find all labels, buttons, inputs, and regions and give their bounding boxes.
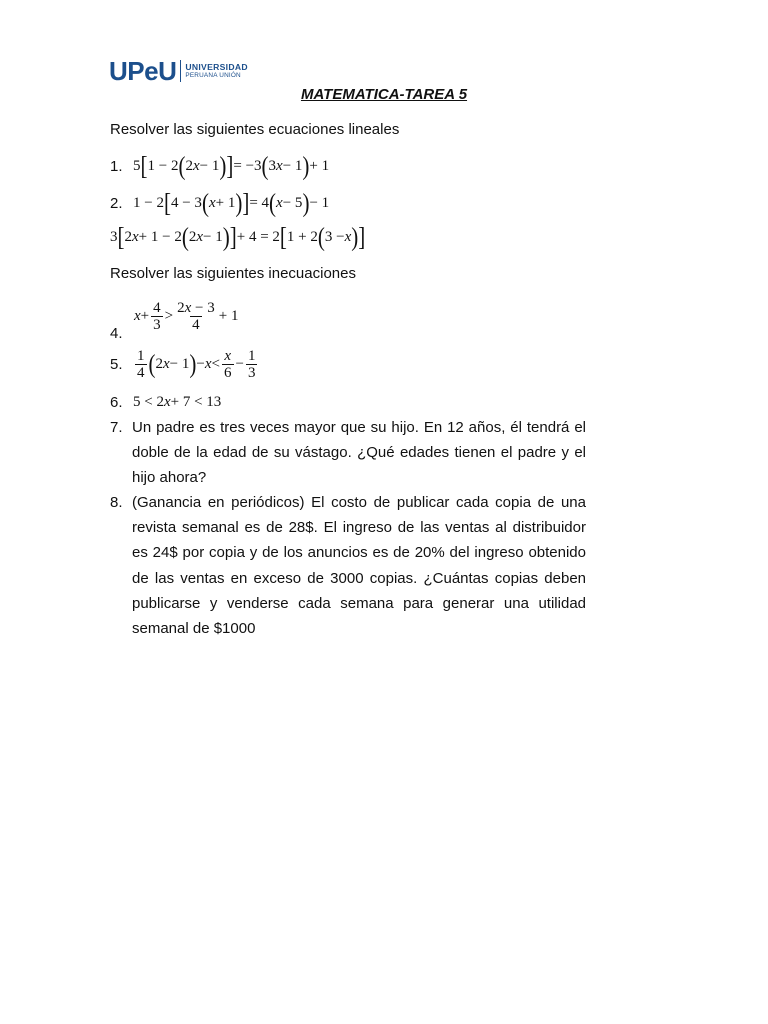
fraction: $\frac{1}{4}$ — [137, 348, 145, 381]
section-heading-inequalities: Resolver las siguientes inecuaciones — [110, 265, 356, 282]
item-number: 6. — [110, 394, 123, 411]
fraction: $\frac{1}{3}$ — [247, 348, 256, 381]
fraction: $\frac{x}{6}$ — [224, 348, 232, 381]
equation-expression: 5 [ 1 − 2 ( 2 x − 1 ) ] = −3 ( 3 x − 1 ) + 1 — [133, 150, 330, 181]
logo-line1: UNIVERSIDAD — [185, 62, 248, 72]
document-title: MATEMATICA-TAREA 5 — [300, 86, 468, 103]
equation-expression: 3 [ 2 x + 1 − 2 ( 2 x − 1 ) ] + 4 = 2 [ 1 + 2 ( 3 − x ) ] — [110, 221, 366, 252]
item-number: 5. — [110, 356, 123, 373]
section-heading-equations: Resolver las siguientes ecuaciones lineales — [110, 121, 400, 138]
equation-1 — [110, 150, 330, 181]
item-4-number: 4. — [110, 325, 123, 342]
equation-expression: x + $\frac{4}{3}$ > $\frac{2x - 3}{4}$ + 1 — [134, 300, 239, 333]
problem-text: Un padre es tres veces mayor que su hijo. En 12 años, él tendrá el doble de la edad de su vástago. ¿Qué edades tienen el padre y el hijo ahora? — [132, 419, 586, 487]
logo-line2: PERUANA UNIÓN — [185, 71, 241, 79]
inequality-5 — [110, 348, 259, 381]
item-number: 1. — [110, 158, 123, 175]
logo-subtitle — [185, 63, 248, 79]
inequality-6 — [110, 394, 221, 411]
fraction: $\frac{2x - 3}{4}$ — [177, 300, 215, 333]
problem-7 — [110, 415, 586, 491]
equation-expression: 5 < 2 x + 7 < 13 — [133, 394, 222, 410]
item-number: 8. — [110, 494, 123, 511]
equation-2 — [110, 187, 330, 218]
logo-brand: UPeU — [109, 56, 177, 86]
problem-8 — [110, 490, 586, 641]
item-number: 2. — [110, 195, 123, 212]
problem-text: (Ganancia en periódicos) El costo de publicar cada copia de una revista semanal es de 28$. El ingreso de las ventas al distribuidor es 24$ por copia y de los anuncios es de 20% del ingreso obtenido de las ventas en exceso de 3000 copias. ¿Cuántas copias deben publicarse y venderse cada semana para generar una utilidad semanal de $1000 — [132, 494, 586, 638]
fraction: $\frac{4}{3}$ — [153, 300, 161, 333]
equation-3 — [110, 221, 366, 252]
inequality-4 — [134, 300, 238, 333]
logo-divider — [180, 60, 181, 82]
equation-expression: $\frac{1}{4}$ ( 2 x − 1 ) − x < $\frac{x}{6}$ − $\frac{1}{3}$ — [137, 348, 256, 381]
equation-expression: 1 − 2 [ 4 − 3 ( x + 1 ) ] = 4 ( x − 5 ) − 1 — [133, 187, 330, 218]
university-logo — [109, 56, 248, 86]
item-number: 7. — [110, 419, 123, 436]
